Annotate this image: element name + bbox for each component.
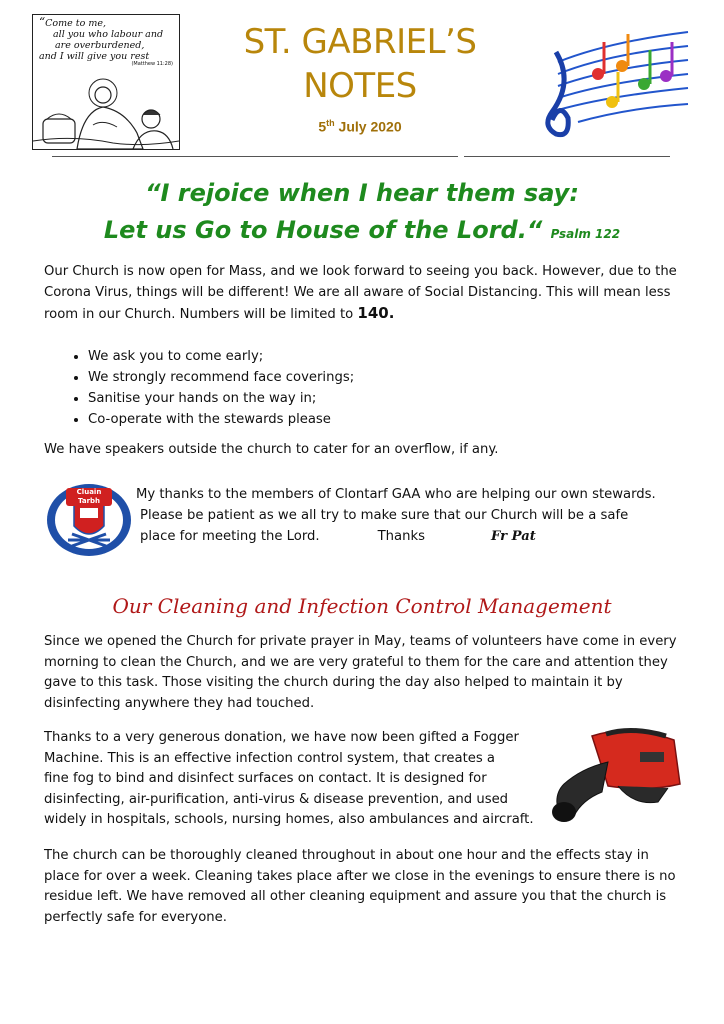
illustration-quote: “Come to me, all you who labour and are overburdened, and I will give you rest [39, 15, 164, 62]
overflow-paragraph: We have speakers outside the church to cater for an overflow, if any. [44, 442, 499, 457]
drawing-icon [33, 15, 179, 149]
attendance-limit: 140. [357, 304, 395, 322]
list-item: • We ask you to come early; [88, 346, 688, 367]
header-divider-left [52, 156, 458, 157]
music-notes-icon [538, 22, 690, 144]
cleaning-paragraph-1: Since we opened the Church for private prayer in May, teams of volunteers have come in every morning to clean the Church, and we are very grateful to them for the care and attention they gave to this task. Those visiting the church during the day also helped to maintain it by disinfecting anywhere they had touched. [44, 634, 677, 711]
crest-text: Cluain Tarbh [66, 488, 112, 506]
psalm-reference: Psalm 122 [550, 227, 621, 241]
jesus-child-illustration [32, 14, 180, 150]
issue-date: 5th July 2020 [318, 118, 402, 135]
clontarf-gaa-crest-logo [46, 482, 132, 558]
list-item: • We strongly recommend face coverings; [88, 367, 688, 388]
cleaning-section-heading: Our Cleaning and Infection Control Management [112, 594, 612, 618]
list-item: • Sanitise your hands on the way in; [88, 388, 688, 409]
quote-reference: (Matthew 11:28) [131, 61, 173, 67]
signature: Fr Pat [490, 529, 536, 544]
newsletter-title: ST. GABRIEL’S NOTES [243, 22, 477, 106]
fogger-machine-icon [548, 722, 686, 828]
scripture-headline: “I rejoice when I hear them say: Let us Go to House of the Lord.“ Psalm 122 [103, 179, 621, 244]
guidelines-list [44, 346, 688, 430]
cleaning-paragraph-3: The church can be thoroughly cleaned throughout in about one hour and the effects stay in place for over a week. Cleaning takes place after we close in the evenings to ensure there is no residue left. We have removed all other cleaning equipment and assure you that the church is perfectly safe for everyone. [44, 848, 676, 925]
intro-paragraph: Our Church is now open for Mass, and we look forward to seeing you back. However, due to the Corona Virus, things will be different! We are all aware of Social Distancing. This will mean less room in our Church. Numbers will be limited to 140. [44, 264, 677, 322]
stewards-thanks: My thanks to the members of Clontarf GAA who are helping our own stewards. Please be patient as we all try to make sure that our Church will be a safe place for meeting the Lord. Thanks Fr Pat [136, 487, 656, 544]
list-item: • Co-operate with the stewards please [88, 409, 688, 430]
thanks-text: Thanks [377, 529, 425, 544]
header-divider-right [464, 156, 670, 157]
fogger-paragraph: Thanks to a very generous donation, we have now been gifted a Fogger Machine. This is an effective infection control system, that creates a fine fog to bind and disinfect surfaces on contact. It is designed for disinfecting, air-purification, anti-virus & disease prevention, and used widely in hospitals, schools, nursing homes, also ambulances and aircraft. [44, 730, 534, 827]
